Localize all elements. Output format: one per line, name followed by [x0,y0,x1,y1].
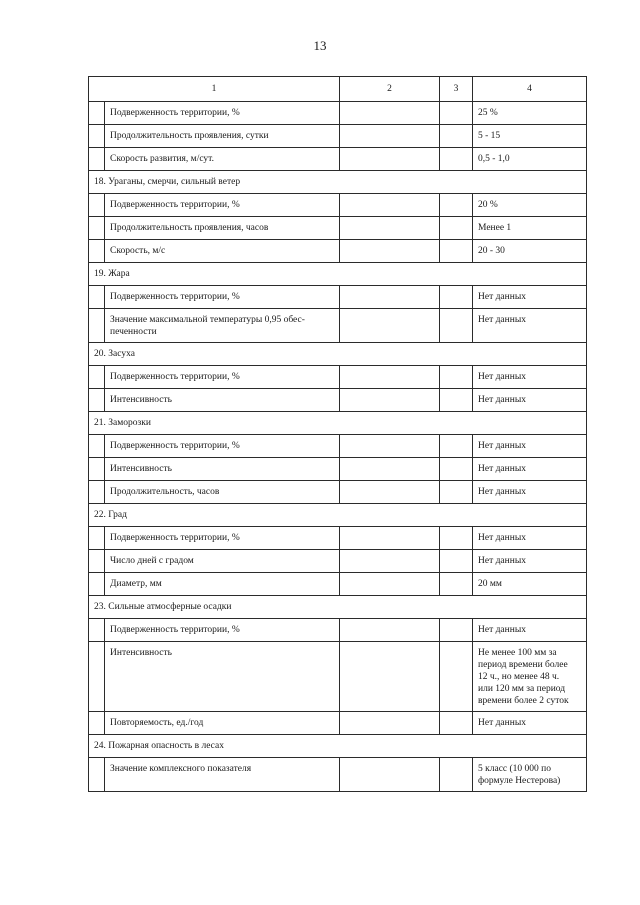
hazard-table-body [89,77,587,792]
indent-cell [89,148,105,171]
table-row [89,217,587,240]
table-row [89,389,587,412]
column-2-cell [340,619,440,642]
parameter-label: Подверженность территории, % [105,619,340,642]
column-2-cell [340,550,440,573]
parameter-value: Нет данных [473,458,587,481]
column-3-cell [440,435,473,458]
indent-cell [89,435,105,458]
section-title: 20. Засуха [89,343,587,366]
section-title: 24. Пожарная опасность в лесах [89,735,587,758]
parameter-value: 20 % [473,194,587,217]
table-row [89,366,587,389]
column-2-cell [340,102,440,125]
parameter-value: 0,5 - 1,0 [473,148,587,171]
section-title-row [89,735,587,758]
column-2-cell [340,148,440,171]
table-row [89,125,587,148]
table-row [89,435,587,458]
indent-cell [89,458,105,481]
parameter-value: Нет данных [473,309,587,343]
column-3-cell [440,286,473,309]
column-3-cell [440,125,473,148]
indent-cell [89,389,105,412]
column-2-cell [340,481,440,504]
column-2-cell [340,366,440,389]
parameter-value: 20 мм [473,573,587,596]
header-col-1: 1 [89,77,340,102]
parameter-label: Подверженность территории, % [105,435,340,458]
parameter-label: Подверженность территории, % [105,286,340,309]
section-title-row [89,412,587,435]
table-row [89,240,587,263]
parameter-label: Продолжительность проявления, сутки [105,125,340,148]
parameter-label: Интенсивность [105,389,340,412]
table-row [89,194,587,217]
parameter-label: Повторяемость, ед./год [105,712,340,735]
column-3-cell [440,573,473,596]
column-2-cell [340,286,440,309]
parameter-value: Нет данных [473,389,587,412]
table-row [89,550,587,573]
parameter-label: Подверженность территории, % [105,194,340,217]
column-2-cell [340,240,440,263]
table-row [89,148,587,171]
table-row [89,458,587,481]
parameter-value: Нет данных [473,286,587,309]
parameter-label: Значение комплексного показателя [105,758,340,792]
column-3-cell [440,309,473,343]
indent-cell [89,527,105,550]
parameter-label: Скорость, м/с [105,240,340,263]
column-2-cell [340,389,440,412]
column-3-cell [440,550,473,573]
section-title-row [89,343,587,366]
column-2-cell [340,712,440,735]
column-2-cell [340,194,440,217]
parameter-value: 5 класс (10 000 по формуле Нестерова) [473,758,587,792]
column-2-cell [340,642,440,712]
column-3-cell [440,758,473,792]
indent-cell [89,194,105,217]
parameter-label: Значение максимальной температуры 0,95 обес- печенности [105,309,340,343]
parameter-value: 5 - 15 [473,125,587,148]
page-number: 13 [313,38,327,53]
indent-cell [89,102,105,125]
section-title: 19. Жара [89,263,587,286]
column-2-cell [340,309,440,343]
header-col-3: 3 [440,77,473,102]
table-row [89,527,587,550]
header-col-4: 4 [473,77,587,102]
parameter-label: Диаметр, мм [105,573,340,596]
parameter-value: Нет данных [473,619,587,642]
parameter-label: Интенсивность [105,458,340,481]
parameter-value: Нет данных [473,550,587,573]
parameter-value: Нет данных [473,435,587,458]
header-col-2: 2 [340,77,440,102]
indent-cell [89,481,105,504]
column-2-cell [340,573,440,596]
column-2-cell [340,125,440,148]
section-title-row [89,171,587,194]
table-row [89,619,587,642]
indent-cell [89,217,105,240]
section-title: 18. Ураганы, смерчи, сильный ветер [89,171,587,194]
column-3-cell [440,481,473,504]
column-3-cell [440,240,473,263]
column-2-cell [340,435,440,458]
parameter-label: Продолжительность, часов [105,481,340,504]
indent-cell [89,573,105,596]
parameter-label: Продолжительность проявления, часов [105,217,340,240]
indent-cell [89,712,105,735]
parameter-value: Нет данных [473,527,587,550]
parameter-label: Число дней с градом [105,550,340,573]
column-3-cell [440,458,473,481]
table-row [89,573,587,596]
indent-cell [89,286,105,309]
indent-cell [89,758,105,792]
table-header-row [89,77,587,102]
indent-cell [89,550,105,573]
column-2-cell [340,458,440,481]
column-3-cell [440,642,473,712]
column-3-cell [440,389,473,412]
indent-cell [89,309,105,343]
parameter-value: 25 % [473,102,587,125]
table-row [89,102,587,125]
section-title: 23. Сильные атмосферные осадки [89,596,587,619]
table-row [89,712,587,735]
table-row [89,309,587,343]
table-row [89,286,587,309]
parameter-value: Нет данных [473,366,587,389]
column-3-cell [440,217,473,240]
section-title-row [89,263,587,286]
table-row [89,481,587,504]
indent-cell [89,366,105,389]
parameter-value: 20 - 30 [473,240,587,263]
column-3-cell [440,712,473,735]
parameter-label: Подверженность территории, % [105,366,340,389]
parameter-value: Не менее 100 мм за период времени более 12 ч., но менее 48 ч. или 120 мм за период времени более 2 суток [473,642,587,712]
column-3-cell [440,194,473,217]
hazard-table [88,76,587,792]
section-title: 21. Заморозки [89,412,587,435]
section-title: 22. Град [89,504,587,527]
column-2-cell [340,527,440,550]
parameter-value: Нет данных [473,481,587,504]
section-title-row [89,504,587,527]
parameter-label: Подверженность территории, % [105,527,340,550]
column-2-cell [340,758,440,792]
section-title-row [89,596,587,619]
indent-cell [89,125,105,148]
parameter-value: Менее 1 [473,217,587,240]
column-3-cell [440,102,473,125]
parameter-label: Интенсивность [105,642,340,712]
column-2-cell [340,217,440,240]
column-3-cell [440,527,473,550]
indent-cell [89,240,105,263]
indent-cell [89,619,105,642]
table-row [89,642,587,712]
parameter-label: Подверженность территории, % [105,102,340,125]
column-3-cell [440,148,473,171]
indent-cell [89,642,105,712]
column-3-cell [440,619,473,642]
table-row [89,758,587,792]
parameter-value: Нет данных [473,712,587,735]
parameter-label: Скорость развития, м/сут. [105,148,340,171]
column-3-cell [440,366,473,389]
